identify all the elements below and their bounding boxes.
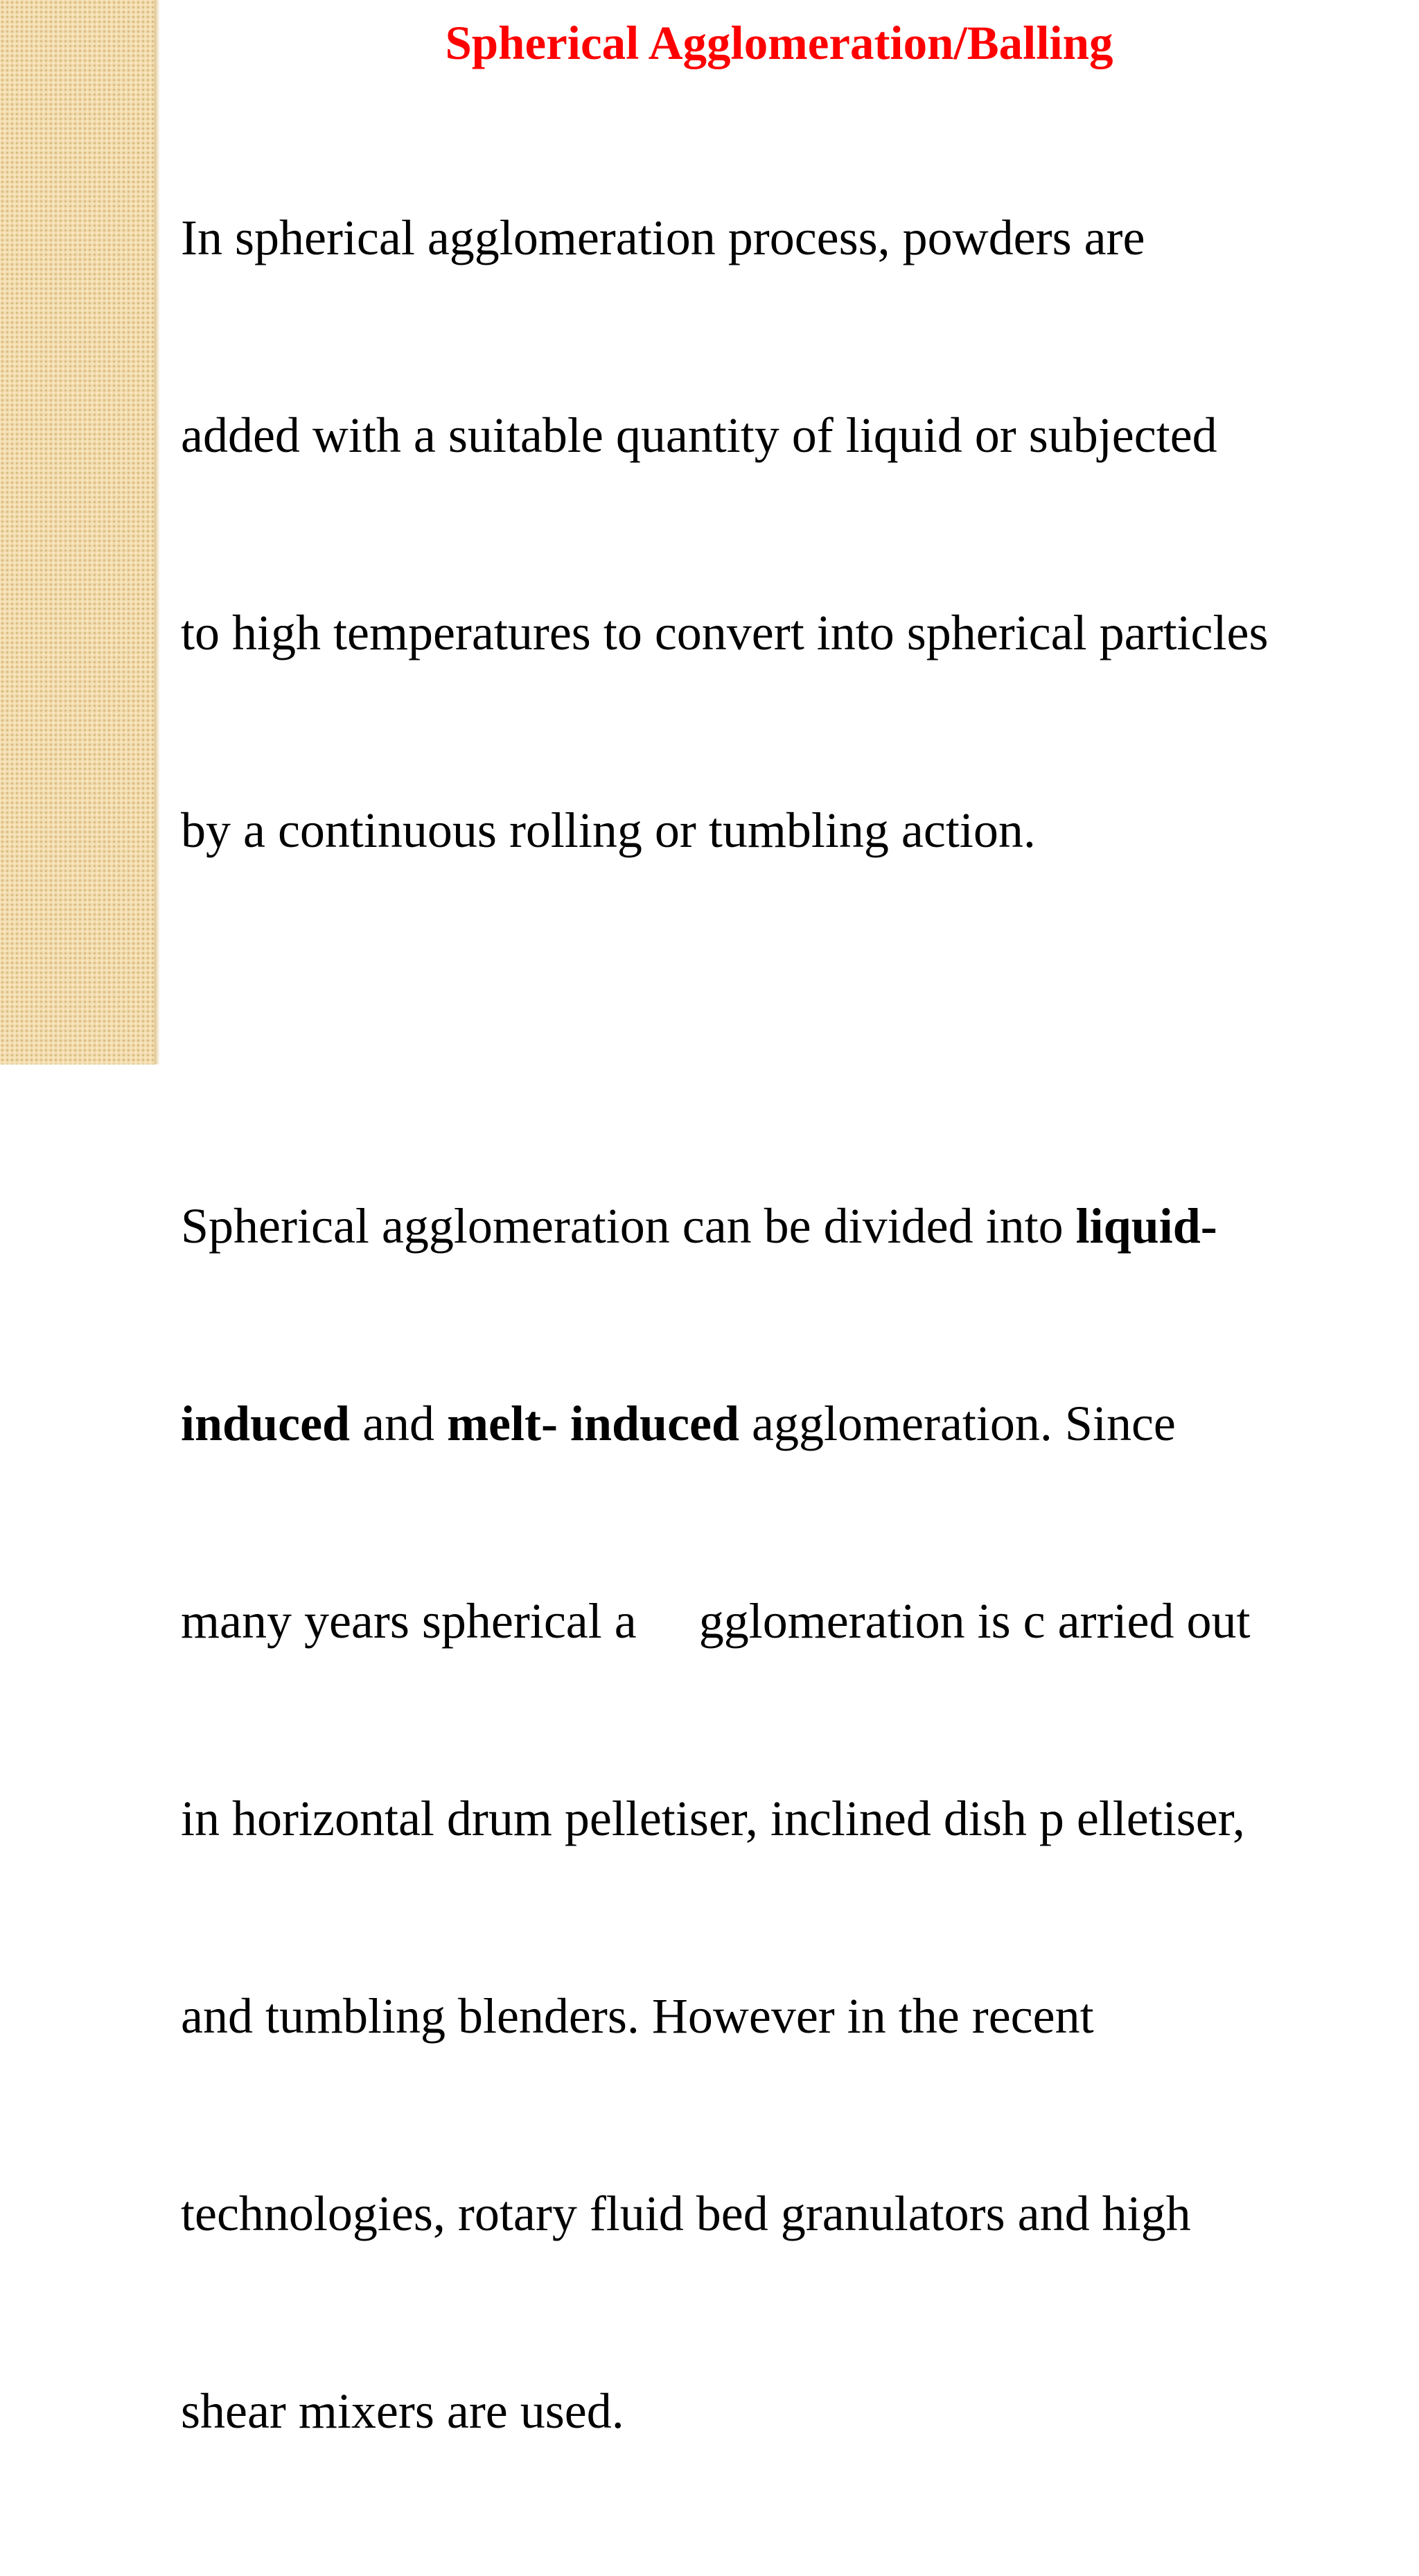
slide-content xyxy=(181,12,1400,2576)
line-text: agglomeration. Since xyxy=(739,1396,1176,1451)
paragraph-line xyxy=(181,1391,1400,1457)
term-liquid-induced-end: induced xyxy=(181,1396,351,1451)
paragraph-line xyxy=(181,1193,1400,1259)
line-text: and xyxy=(350,1396,448,1451)
paragraph-types xyxy=(181,1062,1400,2576)
paragraph-line: added with a suitable quantity of liquid or subjected xyxy=(181,408,1217,463)
line-text: Spherical agglomeration can be divided into xyxy=(181,1198,1076,1254)
paragraph-line: technologies, rotary fluid bed granulators and high xyxy=(181,2186,1191,2241)
paragraph-line: to high temperatures to convert into spherical particles xyxy=(181,605,1269,660)
decorative-sidebar-pattern xyxy=(0,0,155,1064)
paragraph-spacer xyxy=(181,995,1400,1062)
paragraph-line: in horizontal drum pelletiser, inclined dish p elletiser, xyxy=(181,1791,1245,1846)
paragraph-line: by a continuous rolling or tumbling action. xyxy=(181,803,1036,858)
term-liquid-induced-start: liquid- xyxy=(1075,1198,1217,1254)
slide-title: Spherical Agglomeration/Balling xyxy=(445,17,1113,69)
paragraph-line: shear mixers are used. xyxy=(181,2383,624,2439)
paragraph-line: and tumbling blenders. However in the recent xyxy=(181,1988,1094,2044)
paragraph-intro xyxy=(181,73,1400,995)
term-melt-induced: melt- induced xyxy=(447,1396,740,1451)
paragraph-line: many years spherical a gglomeration is c arried out xyxy=(181,1593,1251,1649)
sidebar-edge-shadow xyxy=(155,0,160,1064)
paragraph-line: In spherical agglomeration process, powders are xyxy=(181,210,1145,265)
